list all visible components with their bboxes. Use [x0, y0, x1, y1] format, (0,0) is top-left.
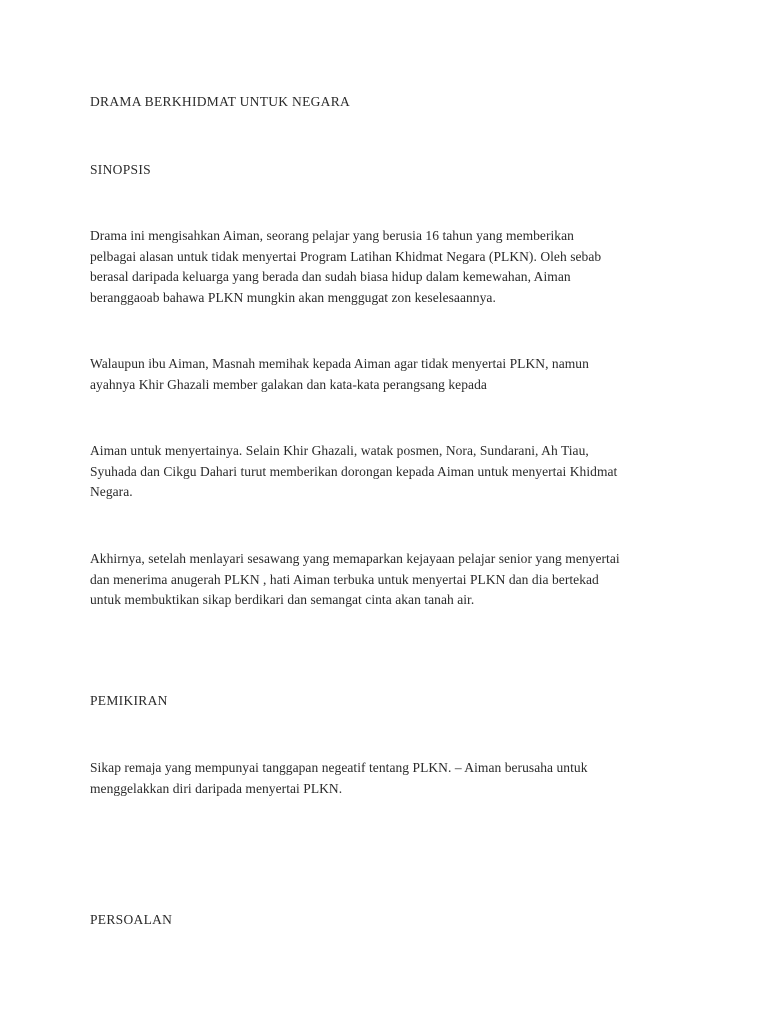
paragraph-line: untuk membuktikan sikap berdikari dan semangat cinta akan tanah air. — [90, 592, 475, 607]
paragraph-line: berasal daripada keluarga yang berada dan sudah biasa hidup dalam kemewahan, Aiman — [90, 269, 571, 284]
paragraph-line: Syuhada dan Cikgu Dahari turut memberikan dorongan kepada Aiman untuk menyertai Khidmat — [90, 463, 618, 479]
section-heading-text: PEMIKIRAN — [90, 693, 168, 708]
section-heading-pemikiran — [90, 691, 690, 712]
sinopsis-paragraph-2 — [90, 354, 690, 395]
section-heading-persoalan — [90, 910, 690, 931]
paragraph-line: Akhirnya, setelah menlayari sesawang yang memaparkan kejayaan pelajar senior yang menyertai — [90, 551, 620, 566]
sinopsis-paragraph-3 — [90, 441, 690, 503]
paragraph-line: dan menerima anugerah PLKN , hati Aiman terbuka untuk menyertai PLKN dan dia bertekad — [90, 571, 599, 587]
paragraph-line: ayahnya Khir Ghazali member galakan dan kata-kata perangsang kepada — [90, 376, 487, 392]
paragraph-line: beranggaoab bahawa PLKN mungkin akan menggugat zon keselesaannya. — [90, 289, 496, 305]
sinopsis-paragraph-1 — [90, 226, 690, 308]
section-heading-text: PERSOALAN — [90, 912, 173, 927]
document-title-text: DRAMA BERKHIDMAT UNTUK NEGARA — [90, 94, 351, 109]
paragraph-line: pelbagai alasan untuk tidak menyertai Program Latihan Khidmat Negara (PLKN). Oleh sebab — [90, 248, 602, 264]
paragraph-line: Aiman untuk menyertainya. Selain Khir Ghazali, watak posmen, Nora, Sundarani, Ah Tiau, — [90, 443, 589, 458]
paragraph-line: Negara. — [90, 484, 133, 499]
document-title — [90, 92, 690, 113]
paragraph-line: Walaupun ibu Aiman, Masnah memihak kepada Aiman agar tidak menyertai PLKN, namun — [90, 356, 589, 371]
paragraph-line: menggelakkan diri daripada menyertai PLKN. — [90, 780, 343, 796]
section-heading-text: SINOPSIS — [90, 162, 151, 177]
paragraph-line: Drama ini mengisahkan Aiman, seorang pelajar yang berusia 16 tahun yang memberikan — [90, 228, 574, 243]
section-heading-sinopsis — [90, 160, 690, 181]
paragraph-line: Sikap remaja yang mempunyai tanggapan negeatif tentang PLKN. – Aiman berusaha untuk — [90, 760, 588, 775]
pemikiran-paragraph-1 — [90, 758, 690, 799]
sinopsis-paragraph-4 — [90, 549, 690, 611]
